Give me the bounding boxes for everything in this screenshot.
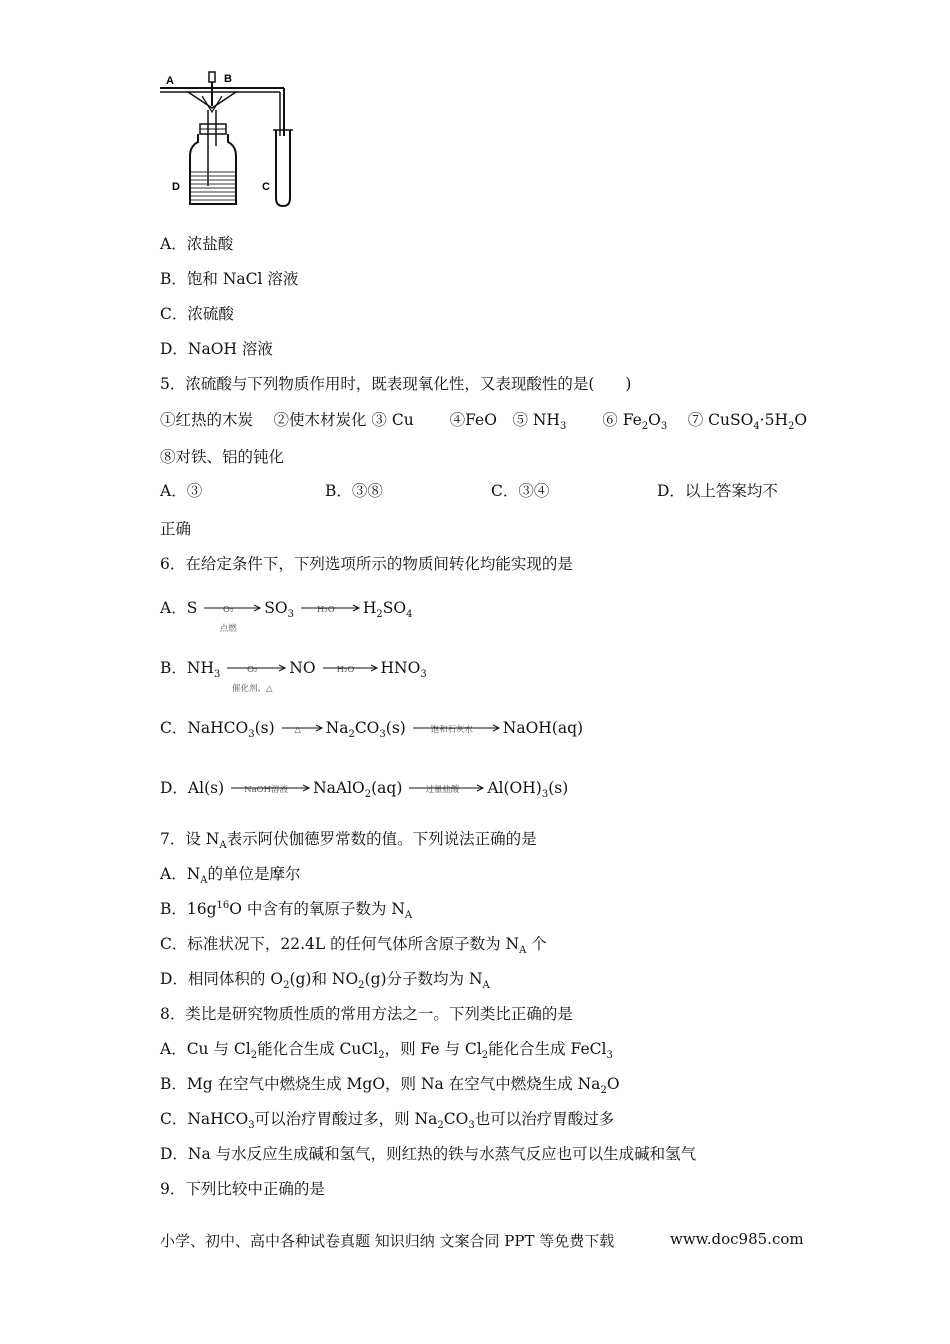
figure-label-b: B: [224, 73, 232, 85]
figure-label-a: A: [166, 75, 174, 87]
q5-stem: 5．浓硫酸与下列物质作用时，既表现氧化性，又表现酸性的是( ): [160, 375, 632, 393]
q7-option-a: A．$N_A$的单位是摩尔: [160, 865, 301, 887]
figure-label-d: D: [172, 181, 180, 193]
q8-option-c: C．NaHCO$_3$可以治疗胃酸过多，则 $Na_2CO_3$也可以治疗胃酸过多: [160, 1110, 615, 1132]
figure-label-c: C: [262, 181, 270, 193]
footer-link[interactable]: www.doc985.com: [670, 1230, 804, 1248]
apparatus-figure: [158, 66, 308, 211]
q5-option-d-cont: 正确: [160, 520, 192, 538]
q5-option-c: C．③④: [491, 482, 550, 500]
arrow: 过量盐酸: [409, 774, 485, 804]
q7-option-b: B．$16g^{16}O$ 中含有的氧原子数为 $N_A$: [160, 899, 413, 922]
q7-option-c: C．标准状况下，22.4L 的任何气体所含原子数为 $N_A$ 个: [160, 935, 547, 957]
page-footer: [160, 1230, 804, 1251]
q5-option-d: D．以上答案均不: [657, 482, 778, 500]
arrow: H₂O: [301, 594, 361, 624]
q7-stem: 7．设 $N_A$表示阿伏伽德罗常数的值。下列说法正确的是: [160, 830, 537, 852]
q8-option-d: D．Na 与水反应生成碱和氢气，则红热的铁与水蒸气反应也可以生成碱和氢气: [160, 1145, 697, 1163]
q5-item-8: ⑧对铁、铝的钝化: [160, 448, 285, 466]
q4-option-d: D．NaOH 溶液: [160, 340, 273, 358]
q9-stem: 9．下列比较中正确的是: [160, 1180, 325, 1198]
q8-option-b: B．Mg 在空气中燃烧生成 MgO，则 Na 在空气中燃烧生成 $Na_2O$: [160, 1075, 620, 1097]
q6-option-c: C．NaHCO$_3$(s) △ $Na_2CO_3(s)$ 饱和石灰水 NaOH(aq): [160, 712, 583, 744]
footer-text: 小学、初中、高中各种试卷真题 知识归纳 文案合同 PPT 等免费下载: [160, 1232, 615, 1250]
arrow: O₂ 催化剂、△: [227, 654, 287, 684]
q4-option-a: A．浓盐酸: [160, 235, 234, 253]
q8-option-a: A．Cu 与 $Cl_2$能化合生成 CuCl$_2$，则 Fe 与 $Cl_2$能化合生成 FeCl$_3$: [160, 1040, 613, 1062]
arrow: O₂ 点燃: [204, 594, 262, 624]
arrow: NaOH溶液: [231, 774, 311, 804]
q5-option-a: A．③: [160, 482, 203, 500]
q7-option-d: D．相同体积的 $O_2(g)$和 $NO_2(g)$分子数均为 $N_A$: [160, 970, 490, 992]
q5-items: ①红热的木炭 ②使木材炭化 ③ Cu ④FeO ⑤ $NH_3$ ⑥ $Fe_2O_3$ ⑦ $CuSO_4\cdot 5H_2O$: [160, 411, 808, 433]
q6-option-d: D．Al(s) NaOH溶液 NaAlO$_2$(aq) 过量盐酸 $Al(OH)_3(s)$: [160, 772, 568, 804]
q6-option-b: B．$NH_3$ O₂ 催化剂、△ NO H₂O $HNO_3$: [160, 652, 427, 684]
arrow: H₂O: [323, 654, 379, 684]
q5-option-b: B．③⑧: [325, 482, 383, 500]
q4-option-b: B．饱和 NaCl 溶液: [160, 270, 299, 288]
q8-stem: 8．类比是研究物质性质的常用方法之一。下列类比正确的是: [160, 1005, 573, 1023]
arrow: △: [282, 714, 324, 744]
q4-option-c: C．浓硫酸: [160, 305, 234, 323]
q6-option-a: A．S O₂ 点燃 $SO_3$ H₂O $H_2SO_4$: [160, 592, 413, 624]
arrow: 饱和石灰水: [413, 714, 501, 744]
q6-stem: 6．在给定条件下，下列选项所示的物质间转化均能实现的是: [160, 555, 573, 573]
